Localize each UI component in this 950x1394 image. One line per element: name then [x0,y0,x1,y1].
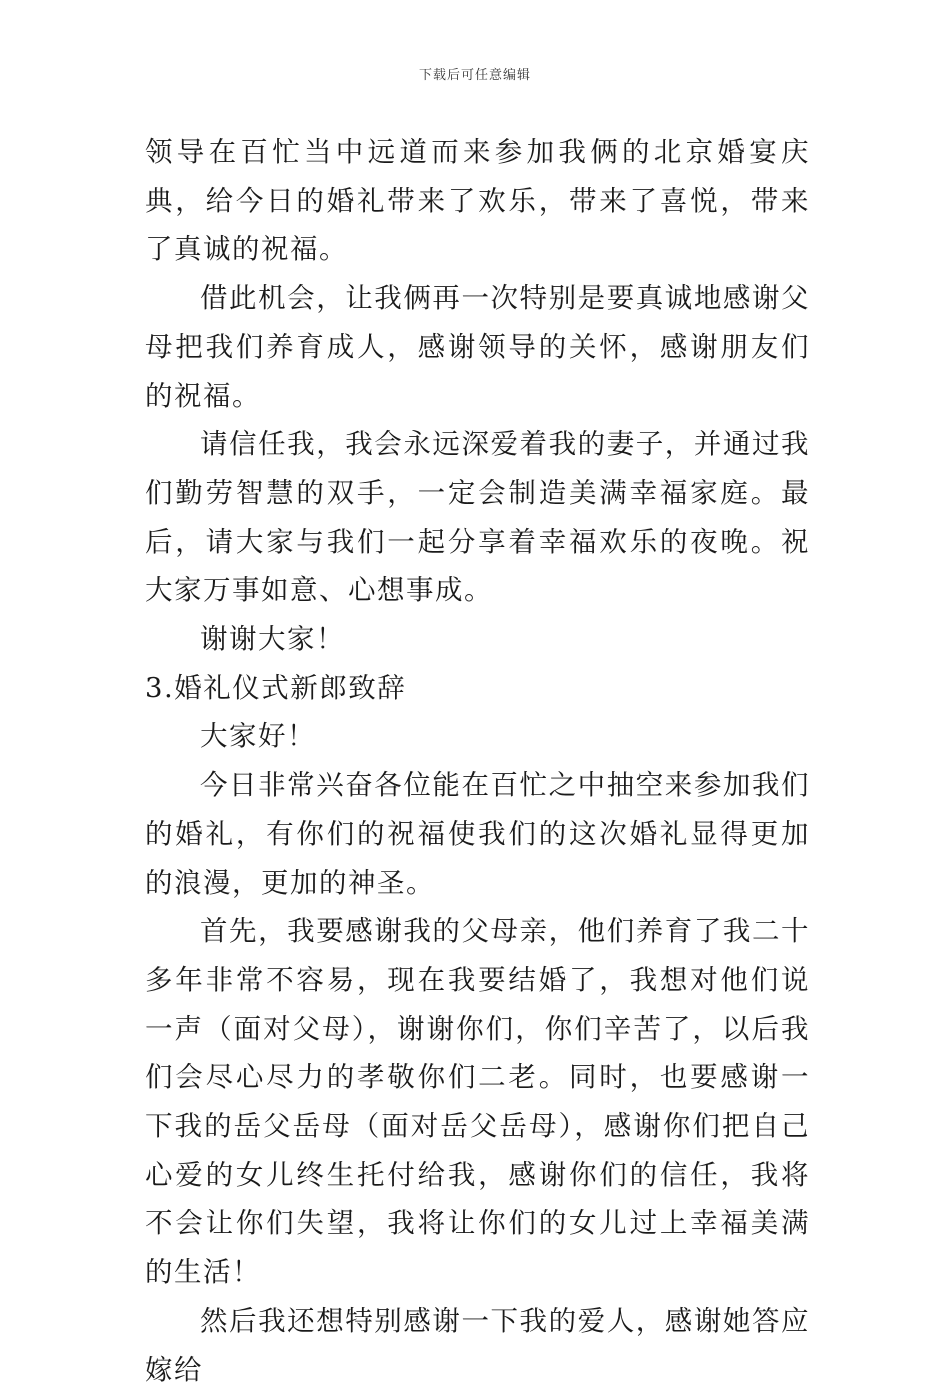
paragraph-greeting: 大家好！ [200,720,316,753]
paragraph-2: 借此机会，让我俩再一次特别是要真诚地感谢父母把我们养育成人，感谢领导的关怀，感谢朋友们的祝福。 [145,282,810,412]
paragraph-4: 谢谢大家！ [200,623,345,656]
page-header: 下载后可任意编辑 [418,68,531,83]
document-body [145,128,810,1394]
paragraph-6: 今日非常兴奋各位能在百忙之中抽空来参加我们的婚礼，有你们的祝福使我们的这次婚礼显得更加的浪漫，更加的神圣。 [145,769,810,899]
paragraph-3: 请信任我，我会永远深爱着我的妻子，并通过我们勤劳智慧的双手，一定会制造美满幸福家庭。最后，请大家与我们一起分享着幸福欢乐的夜晚。祝大家万事如意、心想事成。 [145,428,810,607]
paragraph-8: 然后我还想特别感谢一下我的爱人，感谢她答应嫁给 [145,1304,810,1386]
paragraph-1: 领导在百忙当中远道而来参加我俩的北京婚宴庆典，给今日的婚礼带来了欢乐，带来了喜悦，带来了真诚的祝福。 [145,136,810,266]
section-heading: 3.婚礼仪式新郎致辞 [145,671,407,704]
paragraph-7: 首先，我要感谢我的父母亲，他们养育了我二十多年非常不容易，现在我要结婚了，我想对他们说一声（面对父母），谢谢你们，你们辛苦了，以后我们会尽心尽力的孝敬你们二老。同时，也要感谢一下我的岳父岳母（面对岳父岳母），感谢你们把自己心爱的女儿终生托付给我，感谢你们的信任，我将不会让你们失望，我将让你们的女儿过上幸福美满的生活！ [145,915,810,1289]
